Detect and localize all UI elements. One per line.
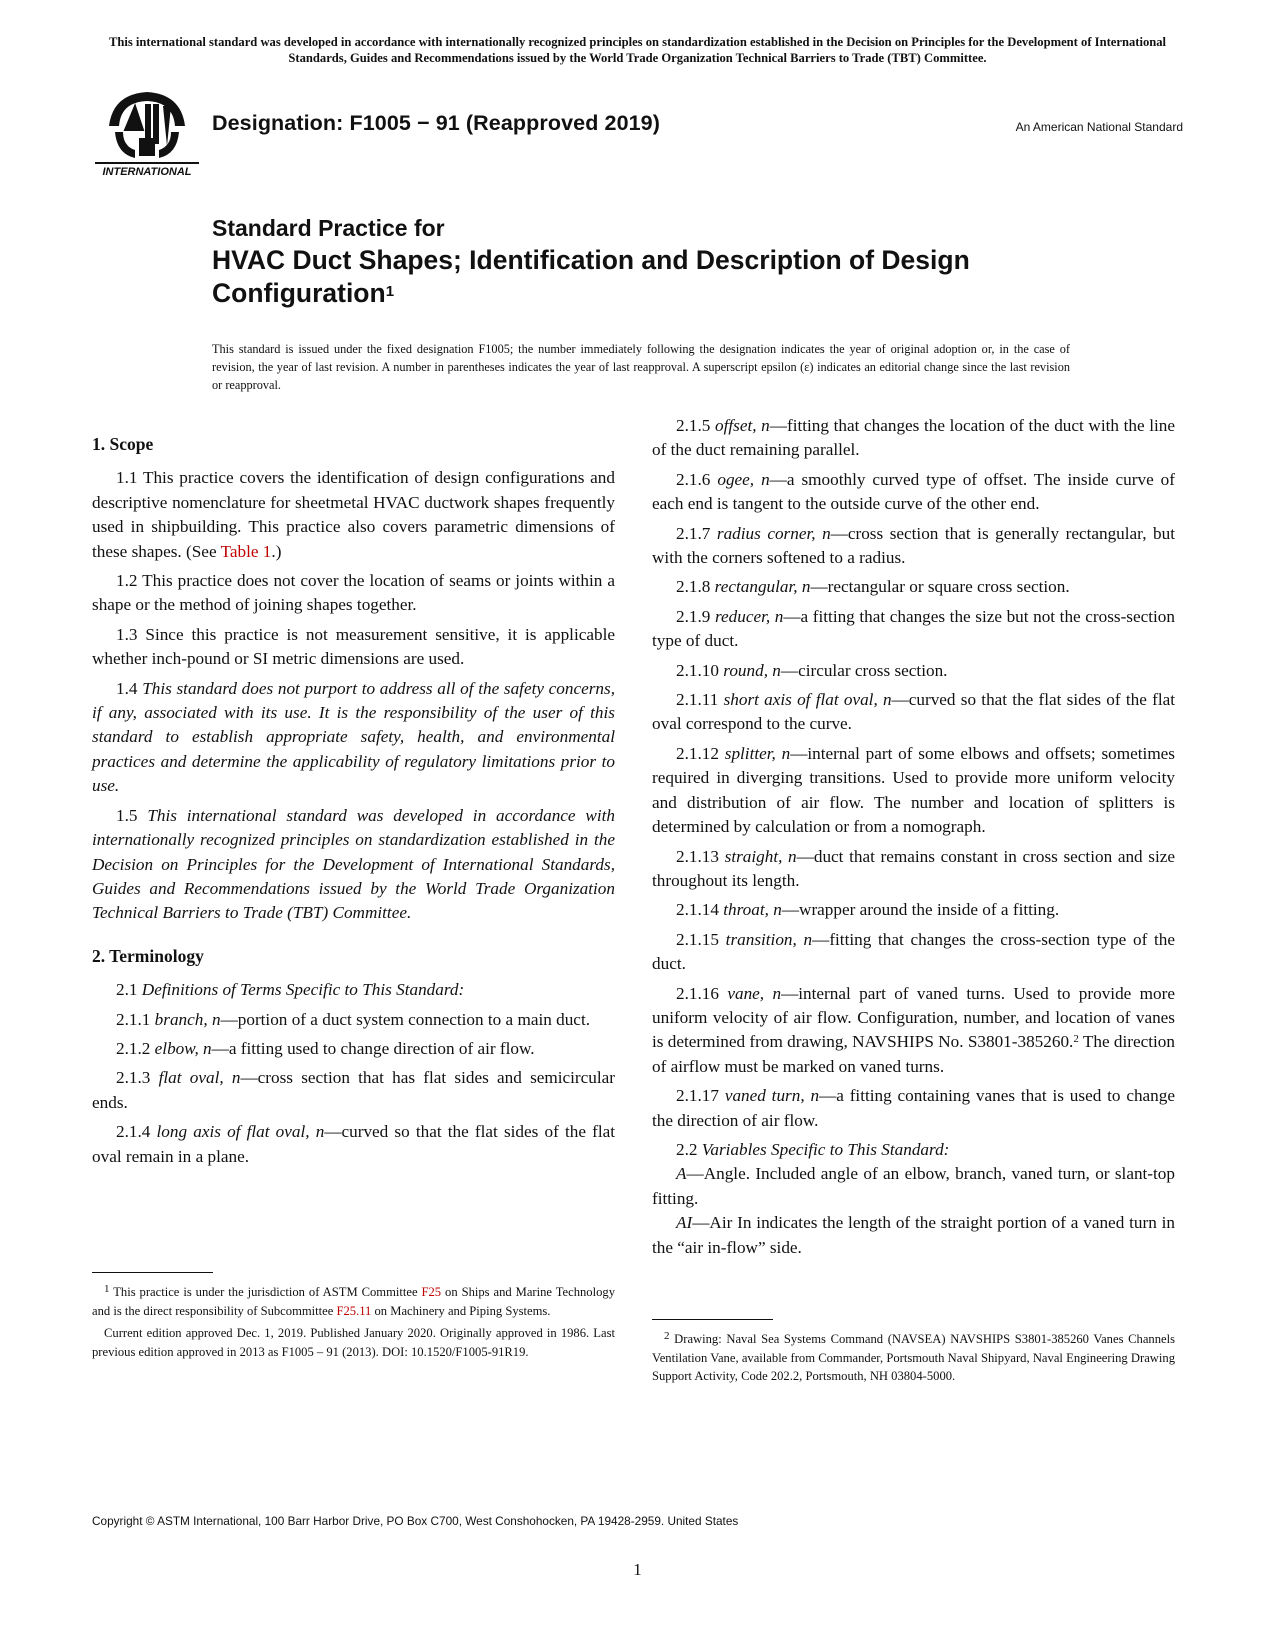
scope-heading: 1. Scope xyxy=(92,434,154,454)
para-2-1-2: 2.1.2 elbow, n—a fitting used to change direction of air flow. xyxy=(116,1038,535,1058)
para-2-1-14: 2.1.14 throat, n—wrapper around the inside of a fitting. xyxy=(676,900,1060,920)
terminology-heading: 2. Terminology xyxy=(92,945,204,966)
national-standard-label: An American National Standard xyxy=(1015,120,1183,134)
para-2-1-6: 2.1.6 ogee, n—a smoothly curved type of offset. The inside curve of each end is tangent to the outside curve of the other end. xyxy=(652,469,1175,514)
para-2-1-3: 2.1.3 flat oval, n—cross section that has flat sides and semicircular ends. xyxy=(92,1068,616,1112)
para-2-1: 2.1 Definitions of Terms Specific to This Standard: xyxy=(116,980,465,1000)
footnote-rule-left xyxy=(92,1272,213,1273)
para-2-1-15: 2.1.15 transition, n—fitting that changes the cross-section type of the duct. xyxy=(652,929,1175,974)
right-column xyxy=(652,414,1175,1265)
copyright-line: Copyright © ASTM International, 100 Barr Harbor Drive, PO Box C700, West Conshohocken, PA 19428-2959. United States xyxy=(92,1514,739,1528)
document-title xyxy=(212,213,1112,310)
issuance-note: This standard is issued under the fixed designation F1005; the number immediately following the designation indicates the year of original adoption or, in the case of revision, the year of last revision. A number in parentheses indicates the year of last reapproval. A superscript epsilon (ε) indicates an editorial change since the last revision or reapproval. xyxy=(212,342,1070,392)
para-1-1: 1.1 This practice covers the identification of design configurations and descriptive nomenclature for sheetmetal HVAC ductwork shapes frequently used in shipbuilding. This practice also covers parametric dimensions of these shapes. (See Table 1.) xyxy=(92,468,615,561)
title-line-2-text: HVAC Duct Shapes; Identification and Description of Design Configuration xyxy=(212,245,970,308)
footnote-1-edition: Current edition approved Dec. 1, 2019. Published January 2020. Originally approved in 1986. Last previous edition approved in 2013 as F1005 – 91 (2013). DOI: 10.1520/F1005-91R19. xyxy=(92,1326,615,1359)
para-2-2: 2.2 Variables Specific to This Standard: xyxy=(676,1139,950,1159)
table-1-link[interactable]: Table 1 xyxy=(220,541,272,561)
committee-f25-link[interactable]: F25 xyxy=(421,1285,442,1299)
logo-text: INTERNATIONAL xyxy=(102,166,192,178)
para-1-3: 1.3 Since this practice is not measurement sensitive, it is applicable whether inch-pound or SI metric dimensions are used. xyxy=(92,624,615,669)
footnote-1 xyxy=(92,1283,615,1361)
page-number: 1 xyxy=(633,1560,642,1579)
astm-international-logo-icon xyxy=(95,86,199,178)
footnote-1-text: $^1$ This practice is under the jurisdiction of ASTM Committee F25 on Ships and Marine Technology and is the direct responsibility of Subcommittee F25.11 on Machinery and Piping Systems. xyxy=(92,1283,615,1318)
variable-ai: AI—Air In indicates the length of the straight portion of a vaned turn in the “air in-flow” side. xyxy=(652,1213,1175,1257)
para-2-1-9: 2.1.9 reducer, n—a fitting that changes the size but not the cross-section type of duct. xyxy=(652,606,1175,651)
para-1-4: 1.4 This standard does not purport to address all of the safety concerns, if any, associated with its use. It is the responsibility of the user of this standard to establish appropriate safety, health, and environmental practices and determine the applicability of regulatory limitations prior to use. xyxy=(92,678,616,796)
footnote-2-mark: 2 xyxy=(1073,1033,1079,1046)
para-1-5: 1.5 This international standard was developed in accordance with internationally recognized principles on standardization established in the Decision on Principles for the Development of International Standards, Guides and Recommendations issued by the World Trade Organization Technical Barriers to Trade (TBT) Committee. xyxy=(92,805,615,923)
para-2-1-10: 2.1.10 round, n—circular cross section. xyxy=(676,660,948,680)
para-1-2: 1.2 This practice does not cover the location of seams or joints within a shape or the method of joining shapes together. xyxy=(92,571,615,615)
para-2-1-17: 2.1.17 vaned turn, n—a fitting containing vanes that is used to change the direction of air flow. xyxy=(652,1086,1176,1130)
para-2-1-16: 2.1.16 vane, n—internal part of vaned turns. Used to provide more uniform velocity of air flow. Configuration, number, and location of vanes is determined from drawing, NAVSHIPS No. S3801-385260.$^2$ The direction of airflow must be marked on vaned turns. xyxy=(652,983,1175,1076)
subcommittee-f25-11-link[interactable]: F25.11 xyxy=(336,1303,372,1318)
wto-notice: This international standard was developed in accordance with internationally recognized principles on standardization established in the Decision on Principles for the Development of International Standards, Guides and Recommendations issued by the World Trade Organization Technical Barriers to Trade (TBT) Committee. xyxy=(108,35,1167,65)
para-2-1-13: 2.1.13 straight, n—duct that remains constant in cross section and size throughout its length. xyxy=(652,846,1176,890)
left-column xyxy=(92,432,615,1174)
para-2-1-11: 2.1.11 short axis of flat oval, n—curved so that the flat sides of the flat oval correspond to the curve. xyxy=(652,690,1175,734)
footnote-2 xyxy=(652,1330,1175,1386)
para-2-1-7: 2.1.7 radius corner, n—cross section that is generally rectangular, but with the corners softened to a radius. xyxy=(652,523,1175,568)
variable-a: A—Angle. Included angle of an elbow, branch, vaned turn, or slant-top fitting. xyxy=(652,1164,1175,1208)
para-2-1-1: 2.1.1 branch, n—portion of a duct system connection to a main duct. xyxy=(116,1009,591,1029)
para-2-1-5: 2.1.5 offset, n—fitting that changes the location of the duct with the line of the duct remaining parallel. xyxy=(652,416,1175,460)
designation: Designation: F1005 − 91 (Reapproved 2019) xyxy=(212,111,660,135)
title-line-1: Standard Practice for xyxy=(212,215,445,241)
para-2-1-12: 2.1.12 splitter, n—internal part of some elbows and offsets; sometimes required in diverging transitions. Used to provide more uniform velocity and distribution of air flow. The number and location of splitters is determined by calculation or from a nomograph. xyxy=(652,743,1175,837)
footnote-2-text: $^2$ Drawing: Naval Sea Systems Command (NAVSEA) NAVSHIPS S3801-385260 Vanes Channels Ventilation Vane, available from Commander, Portsmouth Naval Shipyard, Naval Engineering Drawing Support Activity, Code 202.2, Portsmouth, NH 03804-5000. xyxy=(652,1330,1175,1383)
title-line-2 xyxy=(212,244,1112,310)
title-footnote-mark: 1 xyxy=(385,283,395,300)
footnote-rule-right xyxy=(652,1319,773,1320)
para-2-1-4: 2.1.4 long axis of flat oval, n—curved so that the flat sides of the flat oval remain in a plane. xyxy=(92,1122,616,1166)
para-2-1-8: 2.1.8 rectangular, n—rectangular or square cross section. xyxy=(676,577,1070,597)
